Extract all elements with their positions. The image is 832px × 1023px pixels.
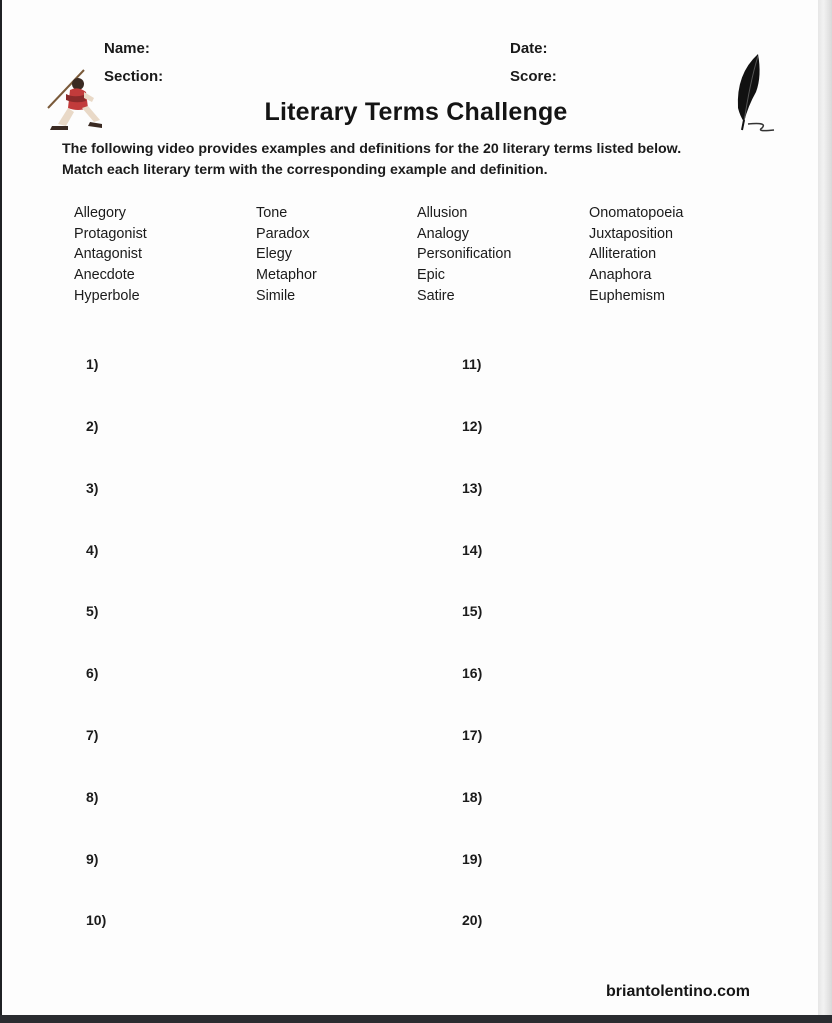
answer-number: 14) <box>462 542 483 558</box>
answer-number: 15) <box>462 603 483 619</box>
terms-column-4 <box>589 203 683 307</box>
answer-number: 19) <box>462 851 483 867</box>
term: Satire <box>417 287 455 304</box>
term: Simile <box>256 287 296 304</box>
term: Allegory <box>74 205 126 221</box>
term: Hyperbole <box>74 287 140 304</box>
term: Alliteration <box>589 246 657 263</box>
answer-number: 13) <box>462 480 483 496</box>
term: Allusion <box>417 205 468 221</box>
answer-number: 2) <box>86 418 99 434</box>
answer-number: 8) <box>86 789 99 805</box>
terms-column-2 <box>256 203 317 307</box>
answer-number: 11) <box>462 356 482 372</box>
answer-number: 9) <box>86 851 99 867</box>
answer-number: 12) <box>462 418 483 434</box>
term: Elegy <box>256 246 292 263</box>
term: Personification <box>417 246 512 263</box>
answer-number: 7) <box>86 727 99 743</box>
term: Onomatopoeia <box>589 205 684 221</box>
answer-number: 20) <box>462 912 483 928</box>
term: Juxtaposition <box>589 225 673 242</box>
answer-number: 18) <box>462 789 483 805</box>
answer-number: 6) <box>86 665 99 681</box>
term: Euphemism <box>589 287 665 304</box>
answer-number: 10) <box>86 912 107 928</box>
score-label: Score: <box>510 68 557 85</box>
answer-number: 4) <box>86 542 99 558</box>
term: Antagonist <box>74 246 143 263</box>
answer-number: 5) <box>86 603 99 619</box>
date-label: Date: <box>510 40 548 57</box>
instructions-line-1: The following video provides examples and definitions for the 20 literary terms listed below. <box>62 141 682 157</box>
section-label: Section: <box>104 68 164 85</box>
term: Protagonist <box>74 225 147 242</box>
term: Analogy <box>417 225 470 242</box>
terms-column-1 <box>74 203 147 307</box>
screen-bottom-bar <box>0 1015 832 1023</box>
term: Anaphora <box>589 267 652 284</box>
answer-number: 1) <box>86 356 99 372</box>
name-label: Name: <box>104 40 150 57</box>
instructions-line-2: Match each literary term with the corresponding example and definition. <box>62 161 548 178</box>
page-edge <box>818 0 832 1015</box>
answer-number: 3) <box>86 480 99 496</box>
term: Anecdote <box>74 267 135 284</box>
answer-number: 17) <box>462 727 483 743</box>
answer-number: 16) <box>462 665 483 681</box>
term: Metaphor <box>256 267 317 284</box>
terms-list <box>74 203 774 313</box>
terms-column-3 <box>417 203 511 307</box>
footer-website: briantolentino.com <box>606 983 750 1000</box>
term: Tone <box>256 205 288 221</box>
term: Epic <box>417 267 445 284</box>
page-title: Literary Terms Challenge <box>264 98 568 126</box>
instructions <box>62 139 762 180</box>
term: Paradox <box>256 225 310 242</box>
